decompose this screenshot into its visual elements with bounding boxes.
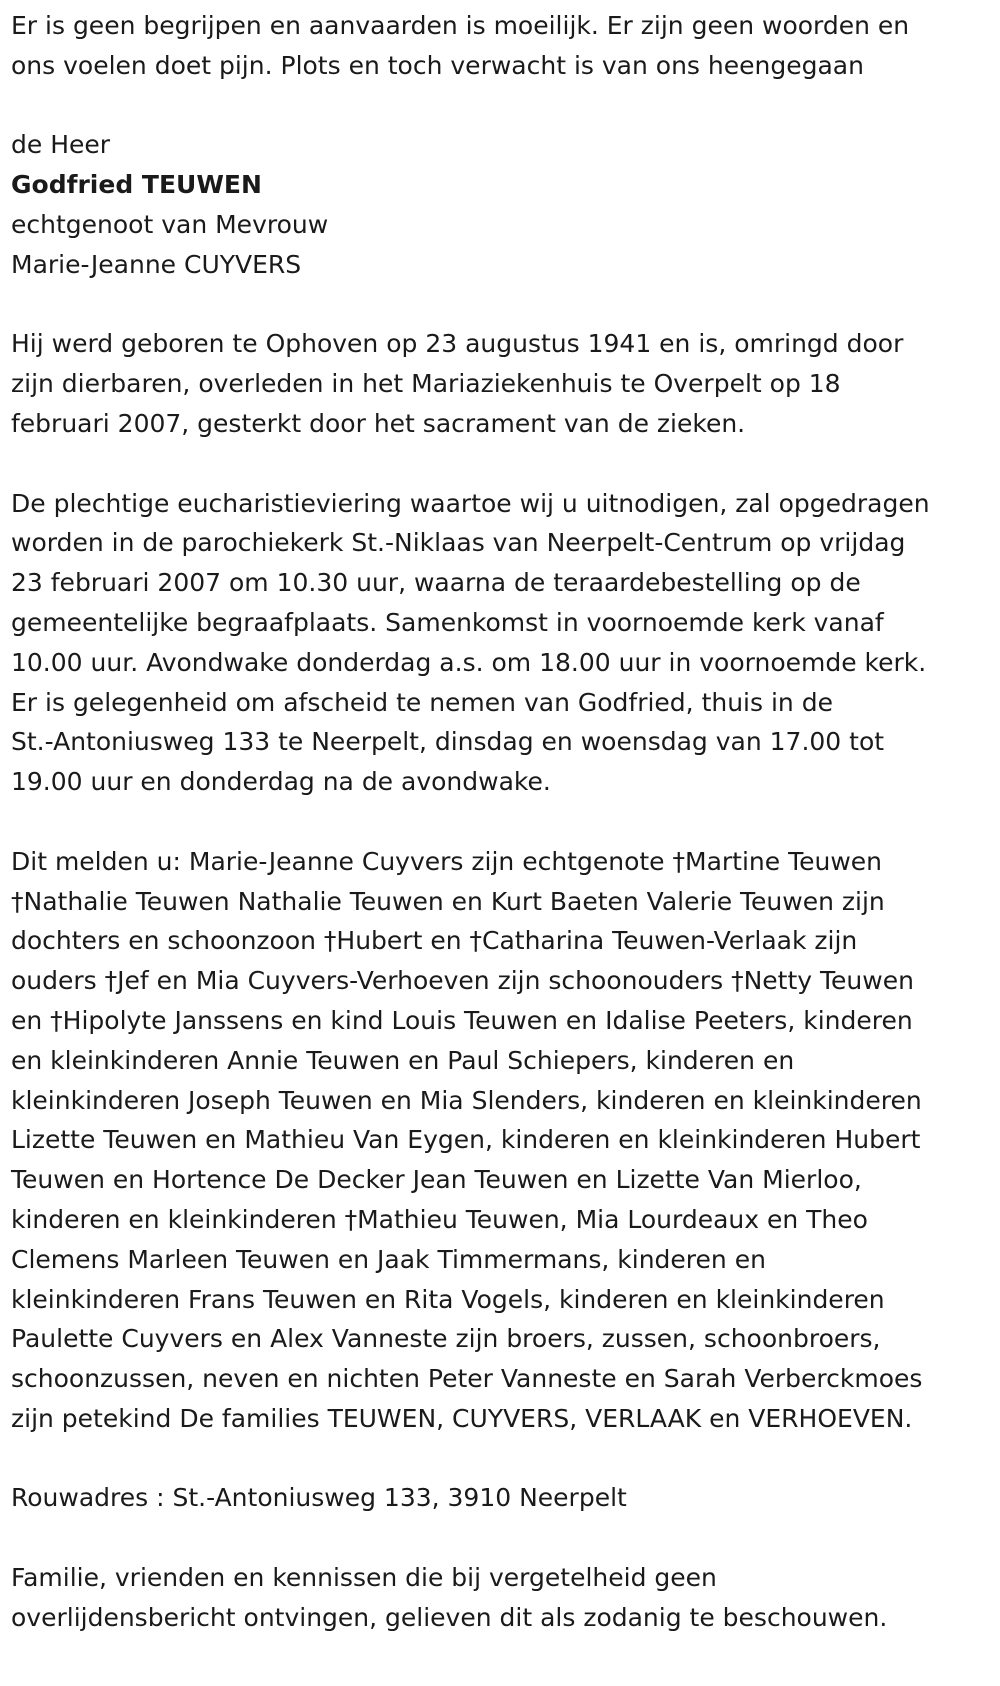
intro-line: ons voelen doet pijn. Plots en toch verwacht is van ons heengegaan [11, 50, 864, 80]
family-line: kleinkinderen Joseph Teuwen en Mia Slenders, kinderen en kleinkinderen [11, 1085, 922, 1115]
honorific: de Heer [11, 130, 111, 160]
birth-death-line: zijn dierbaren, overleden in het Mariaziekenhuis te Overpelt op 18 [11, 369, 841, 399]
ceremony-line: St.-Antoniusweg 133 te Neerpelt, dinsdag en woensdag van 17.00 tot [11, 727, 885, 757]
spouse-name: Marie-Jeanne CUYVERS [11, 249, 302, 279]
paragraph-gap [11, 285, 1000, 325]
deceased-name: Godfried TEUWEN [11, 170, 262, 200]
ceremony-line: Er is gelegenheid om afscheid te nemen van Godfried, thuis in de [11, 687, 833, 717]
family-line: Dit melden u: Marie-Jeanne Cuyvers zijn echtgenote †Martine Teuwen [11, 846, 883, 876]
family-line: dochters en schoonzoon †Hubert en †Catharina Teuwen-Verlaak zijn [11, 926, 858, 956]
family-line: Teuwen en Hortence De Decker Jean Teuwen en Lizette Van Mierloo, [11, 1165, 862, 1195]
spouse-relation: echtgenoot van Mevrouw [11, 209, 329, 239]
ceremony-line: 10.00 uur. Avondwake donderdag a.s. om 18.00 uur in voornoemde kerk. [11, 647, 927, 677]
birth-death-paragraph [11, 324, 1000, 443]
family-line: kleinkinderen Frans Teuwen en Rita Vogels, kinderen en kleinkinderen [11, 1284, 885, 1314]
closing-paragraph [11, 1558, 1000, 1638]
family-paragraph [11, 842, 1000, 1439]
ceremony-line: 23 februari 2007 om 10.30 uur, waarna de teraardebestelling op de [11, 568, 861, 598]
ceremony-line: gemeentelijke begraafplaats. Samenkomst in voornoemde kerk vanaf [11, 607, 884, 637]
deceased-block [11, 125, 1000, 284]
family-line: Lizette Teuwen en Mathieu Van Eygen, kinderen en kleinkinderen Hubert [11, 1125, 921, 1155]
paragraph-gap [11, 444, 1000, 484]
family-line: schoonzussen, neven en nichten Peter Vanneste en Sarah Verberckmoes [11, 1364, 923, 1394]
birth-death-line: Hij werd geboren te Ophoven op 23 augustus 1941 en is, omringd door [11, 329, 904, 359]
paragraph-gap [11, 1439, 1000, 1479]
intro-paragraph [11, 6, 1000, 86]
family-line: †Nathalie Teuwen Nathalie Teuwen en Kurt Baeten Valerie Teuwen zijn [11, 886, 885, 916]
family-line: Clemens Marleen Teuwen en Jaak Timmermans, kinderen en [11, 1244, 766, 1274]
birth-death-line: februari 2007, gesterkt door het sacrament van de zieken. [11, 408, 746, 438]
family-line: zijn petekind De families TEUWEN, CUYVERS, VERLAAK en VERHOEVEN. [11, 1403, 913, 1433]
closing-line: overlijdensbericht ontvingen, gelieven dit als zodanig te beschouwen. [11, 1602, 888, 1632]
ceremony-line: worden in de parochiekerk St.-Niklaas van Neerpelt-Centrum op vrijdag [11, 528, 906, 558]
family-line: en kleinkinderen Annie Teuwen en Paul Schiepers, kinderen en [11, 1045, 795, 1075]
intro-line: Er is geen begrijpen en aanvaarden is moeilijk. Er zijn geen woorden en [11, 11, 910, 40]
paragraph-gap [11, 1518, 1000, 1558]
closing-line: Familie, vrienden en kennissen die bij vergetelheid geen [11, 1563, 717, 1593]
ceremony-line: 19.00 uur en donderdag na de avondwake. [11, 767, 551, 797]
address-paragraph [11, 1478, 1000, 1518]
mourning-address: Rouwadres : St.-Antoniusweg 133, 3910 Neerpelt [11, 1483, 627, 1513]
family-line: kinderen en kleinkinderen †Mathieu Teuwen, Mia Lourdeaux en Theo [11, 1204, 868, 1234]
ceremony-line: De plechtige eucharistieviering waartoe wij u uitnodigen, zal opgedragen [11, 488, 930, 518]
ceremony-paragraph [11, 484, 1000, 802]
family-line: en †Hipolyte Janssens en kind Louis Teuwen en Idalise Peeters, kinderen [11, 1005, 913, 1035]
family-line: ouders †Jef en Mia Cuyvers-Verhoeven zijn schoonouders †Netty Teuwen [11, 966, 914, 996]
family-line: Paulette Cuyvers en Alex Vanneste zijn broers, zussen, schoonbroers, [11, 1324, 881, 1354]
paragraph-gap [11, 802, 1000, 842]
paragraph-gap [11, 86, 1000, 126]
